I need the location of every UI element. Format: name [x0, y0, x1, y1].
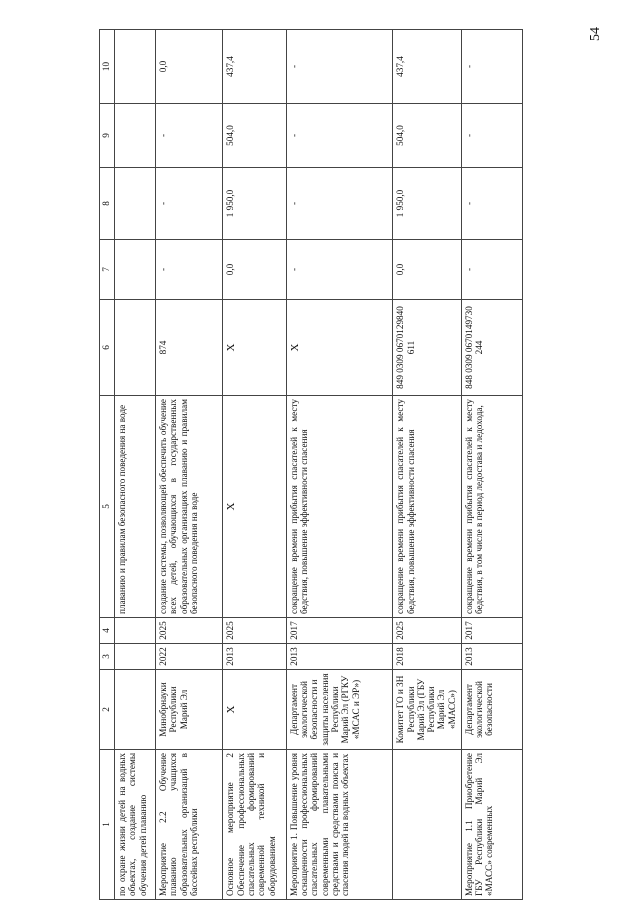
cell-executor: Х [223, 670, 286, 750]
cell-activity: Мероприятие 1. Повышение уровня оснащенности профессиональных спасательных формирований современными плавательными средствами и средствами поиска и спасения людей на водных объектах [286, 750, 392, 900]
cell-executor [115, 670, 156, 750]
table-row [286, 30, 392, 900]
cell-executor: Комитет ГО и ЗН Республики Марий Эл (ГБУ Республики Марий Эл «МАСС») [393, 670, 461, 750]
cell-value-9: - [286, 104, 392, 168]
cell-end-year [115, 618, 156, 644]
cell-result: плаванию и правилам безопасного поведения на воде [115, 396, 156, 618]
cell-code: Х [286, 300, 392, 396]
cell-value-7: 0,0 [393, 240, 461, 300]
cell-value-9: 504,0 [223, 104, 286, 168]
cell-executor: Департамент экологической безопасности [461, 670, 522, 750]
cell-result: сокращение времени прибытия спасателей к месту бедствия, в том числе в период ледостава и ледохода, [461, 396, 522, 618]
col-header-1: 1 [100, 750, 115, 900]
cell-activity [393, 750, 461, 900]
cell-value-10: 437,4 [223, 30, 286, 104]
cell-activity: по охране жизни детей на водных объектах, создание системы обучения детей плаванию [115, 750, 156, 900]
cell-value-9: 504,0 [393, 104, 461, 168]
col-header-10: 10 [100, 30, 115, 104]
col-header-6: 6 [100, 300, 115, 396]
cell-value-7 [115, 240, 156, 300]
cell-start-year: 2013 [461, 644, 522, 670]
cell-value-8 [115, 168, 156, 240]
cell-value-10: 437,4 [393, 30, 461, 104]
table-row [223, 30, 286, 900]
cell-value-7: - [461, 240, 522, 300]
cell-result: создание системы, позволяющей обеспечить обучение всех детей, обучающихся в государственных образовательных организациях плаванию и правилам безопасного поведения на воде [155, 396, 223, 618]
cell-result: сокращение времени прибытия спасателей к месту бедствия, повышение эффективности спасения [393, 396, 461, 618]
cell-start-year: 2013 [223, 644, 286, 670]
cell-value-10 [115, 30, 156, 104]
table-row [115, 30, 156, 900]
cell-end-year: 2017 [461, 618, 522, 644]
cell-executor: Минобрнауки Республики Марий Эл [155, 670, 223, 750]
cell-executor: Департамент экологической безопасности и защиты населения Республики Марий Эл (РГКУ «МСАС и ЭР») [286, 670, 392, 750]
table-row [155, 30, 223, 900]
cell-end-year: 2017 [286, 618, 392, 644]
cell-end-year: 2025 [223, 618, 286, 644]
cell-activity: Мероприятие 1.1 Приобретение ГБУ Республики Марий Эл «МАСС» современных [461, 750, 522, 900]
cell-value-7: - [286, 240, 392, 300]
cell-start-year: 2013 [286, 644, 392, 670]
cell-value-7: - [155, 240, 223, 300]
cell-value-10: 0,0 [155, 30, 223, 104]
cell-value-8: 1 950,0 [393, 168, 461, 240]
cell-activity: Мероприятие 2.2 Обучение плаванию учащихся образовательных организаций в бассейнах республики [155, 750, 223, 900]
header-row [100, 30, 115, 900]
col-header-2: 2 [100, 670, 115, 750]
cell-value-8: - [286, 168, 392, 240]
cell-result: Х [223, 396, 286, 618]
table-row [393, 30, 461, 900]
cell-value-10: - [286, 30, 392, 104]
cell-value-9: - [155, 104, 223, 168]
col-header-7: 7 [100, 240, 115, 300]
col-header-9: 9 [100, 104, 115, 168]
cell-value-8: - [461, 168, 522, 240]
cell-value-7: 0,0 [223, 240, 286, 300]
col-header-8: 8 [100, 168, 115, 240]
cell-code [115, 300, 156, 396]
cell-value-8: 1 950,0 [223, 168, 286, 240]
col-header-4: 4 [100, 618, 115, 644]
cell-value-9: - [461, 104, 522, 168]
cell-result: сокращение времени прибытия спасателей к месту бедствия, повышение эффективности спасения [286, 396, 392, 618]
cell-start-year: 2022 [155, 644, 223, 670]
cell-code: 849 0309 0670129840 611 [393, 300, 461, 396]
cell-start-year: 2018 [393, 644, 461, 670]
col-header-5: 5 [100, 396, 115, 618]
cell-activity: Основное мероприятие 2 Обеспечение профессиональных спасательных формирований современной техникой и оборудованием [223, 750, 286, 900]
cell-end-year: 2025 [393, 618, 461, 644]
table-row [461, 30, 522, 900]
page-number: 54 [588, 27, 603, 41]
cell-end-year: 2025 [155, 618, 223, 644]
cell-code: 848 0309 0670149730 244 [461, 300, 522, 396]
cell-start-year [115, 644, 156, 670]
cell-code: 874 [155, 300, 223, 396]
cell-value-8: - [155, 168, 223, 240]
activities-table [99, 29, 523, 900]
cell-code: Х [223, 300, 286, 396]
data-table-rotated [99, 30, 523, 900]
cell-value-10: - [461, 30, 522, 104]
cell-value-9 [115, 104, 156, 168]
col-header-3: 3 [100, 644, 115, 670]
